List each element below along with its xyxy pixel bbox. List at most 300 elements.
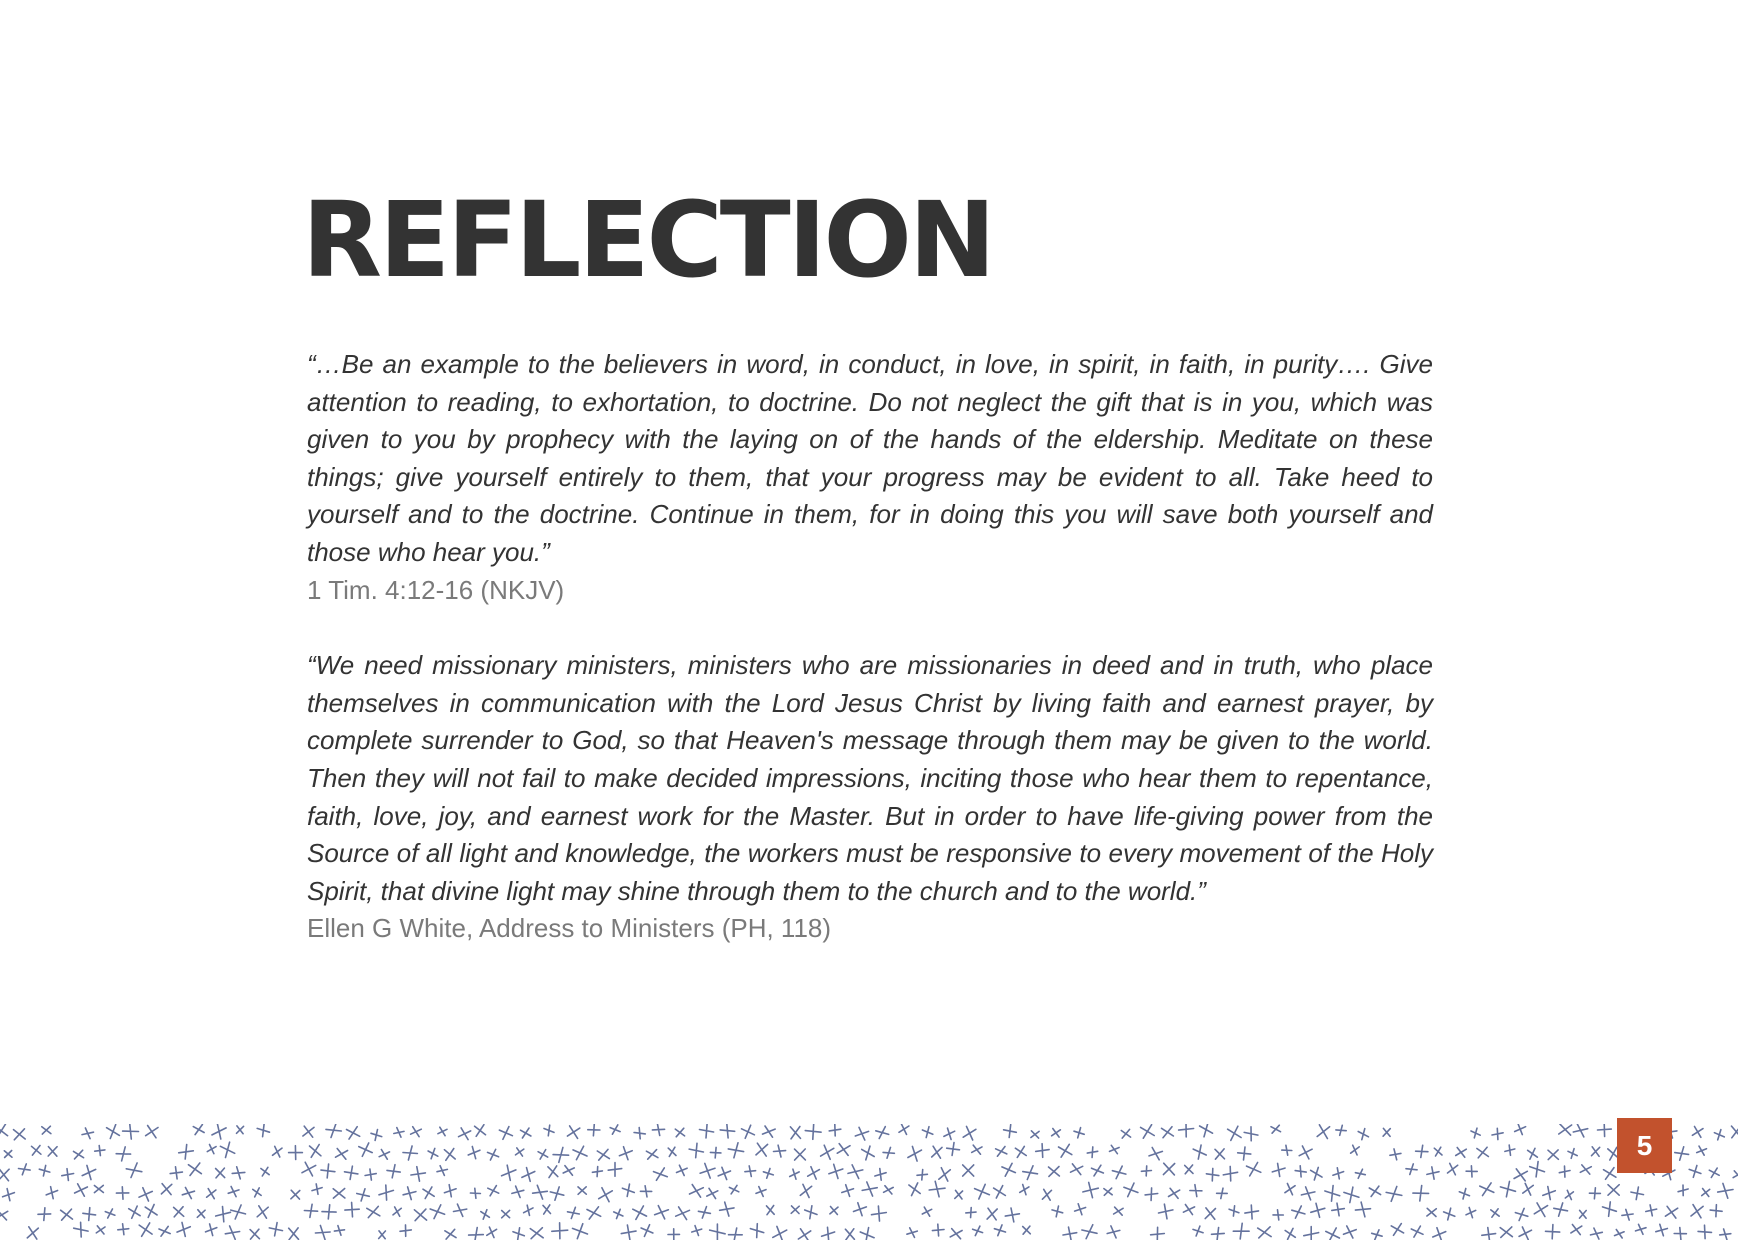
cross-mark-icon <box>216 1207 231 1222</box>
cross-mark-icon <box>1482 1228 1496 1240</box>
cross-mark-icon <box>1603 1202 1617 1216</box>
cross-mark-icon <box>1434 1147 1442 1156</box>
cross-mark-icon <box>973 1226 983 1236</box>
cross-mark-icon <box>763 1169 773 1179</box>
cross-mark-icon <box>1604 1168 1616 1180</box>
cross-mark-icon <box>1573 1124 1587 1137</box>
cross-mark-icon <box>1718 1183 1733 1198</box>
cross-mark-icon <box>884 1186 894 1194</box>
cross-mark-icon <box>1548 1150 1558 1160</box>
cross-mark-icon <box>1631 1187 1644 1200</box>
cross-mark-icon <box>909 1183 920 1196</box>
cross-mark-icon <box>253 1188 261 1197</box>
cross-mark-icon <box>790 1127 800 1139</box>
scripture-source: 1 Tim. 4:12-16 (NKJV) <box>307 574 565 605</box>
cross-mark-icon <box>1491 1209 1499 1217</box>
cross-mark-icon <box>94 1185 103 1192</box>
cross-mark-icon <box>207 1145 216 1154</box>
cross-mark-icon <box>1299 1146 1312 1159</box>
cross-mark-icon <box>1059 1144 1072 1157</box>
cross-mark-icon <box>707 1188 718 1198</box>
cross-mark-icon <box>1598 1124 1612 1137</box>
cross-mark-icon <box>216 1168 225 1178</box>
cross-mark-icon <box>129 1206 140 1218</box>
cross-mark-icon <box>763 1126 776 1137</box>
cross-mark-icon <box>126 1163 142 1178</box>
cross-mark-icon <box>1456 1148 1467 1158</box>
cross-mark-icon <box>1162 1127 1174 1138</box>
cross-mark-icon <box>710 1224 725 1240</box>
cross-mark-icon <box>291 1190 300 1199</box>
cross-mark-icon <box>1273 1210 1283 1220</box>
cross-mark-icon <box>4 1151 12 1158</box>
cross-mark-icon <box>359 1143 372 1156</box>
cross-mark-icon <box>668 1229 680 1240</box>
cross-mark-icon <box>139 1223 152 1236</box>
cross-mark-icon <box>698 1207 710 1219</box>
cross-mark-icon <box>1351 1145 1360 1155</box>
cross-mark-icon <box>27 1227 38 1239</box>
cross-mark-icon <box>550 1187 564 1200</box>
cross-mark-icon <box>1471 1128 1480 1138</box>
cross-mark-icon <box>513 1228 524 1240</box>
cross-mark-icon <box>1063 1227 1077 1240</box>
cross-mark-icon <box>862 1182 877 1196</box>
cross-mark-icon <box>1238 1147 1251 1160</box>
cross-mark-icon <box>1514 1169 1527 1181</box>
cross-mark-icon <box>1200 1124 1213 1137</box>
cross-mark-icon <box>334 1226 344 1236</box>
cross-mark-icon <box>1282 1145 1292 1155</box>
cross-mark-icon <box>1049 1167 1060 1177</box>
cross-mark-icon <box>1112 1166 1126 1179</box>
cross-mark-icon <box>634 1128 645 1139</box>
cross-mark-icon <box>19 1164 31 1175</box>
cross-mark-icon <box>876 1127 889 1139</box>
cross-mark-icon <box>1710 1205 1722 1217</box>
cross-mark-icon <box>1444 1208 1455 1220</box>
cross-mark-icon <box>95 1146 105 1156</box>
cross-mark-icon <box>729 1228 743 1240</box>
cross-mark-icon <box>250 1229 259 1239</box>
page-number-badge: 5 <box>1617 1118 1672 1173</box>
cross-mark-icon <box>481 1210 490 1220</box>
cross-mark-icon <box>228 1187 239 1197</box>
cross-mark-icon <box>1169 1188 1180 1198</box>
cross-mark-icon <box>1052 1206 1063 1217</box>
cross-mark-icon <box>955 1190 963 1199</box>
cross-mark-icon <box>1500 1227 1512 1238</box>
cross-mark-icon <box>1530 1162 1545 1177</box>
cross-mark-icon <box>994 1225 1005 1236</box>
cross-mark-icon <box>32 1146 41 1156</box>
cross-mark-icon <box>170 1167 182 1179</box>
cross-mark-icon <box>1692 1127 1703 1138</box>
cross-mark-icon <box>567 1126 579 1139</box>
cross-mark-icon <box>289 1146 303 1160</box>
cross-mark-icon <box>939 1168 951 1181</box>
cross-mark-icon <box>326 1124 341 1138</box>
cross-mark-icon <box>1245 1205 1259 1219</box>
cross-mark-icon <box>1636 1224 1647 1234</box>
cross-mark-icon <box>1114 1207 1124 1215</box>
cross-mark-icon <box>1515 1124 1526 1135</box>
cross-mark-icon <box>822 1227 835 1240</box>
cross-mark-icon <box>798 1229 810 1240</box>
cross-mark-icon <box>883 1147 894 1158</box>
cross-mark-icon <box>646 1150 658 1160</box>
cross-mark-icon <box>756 1143 768 1156</box>
cross-mark-icon <box>568 1207 580 1218</box>
cross-mark-icon <box>610 1125 620 1134</box>
cross-mark-icon <box>321 1164 335 1178</box>
cross-mark-icon <box>1466 1166 1477 1177</box>
cross-mark-icon <box>1229 1206 1239 1216</box>
cross-mark-icon <box>652 1124 664 1136</box>
cross-mark-icon <box>795 1149 806 1160</box>
cross-mark-icon <box>118 1224 129 1235</box>
cross-mark-icon <box>174 1207 184 1217</box>
cross-mark-icon <box>411 1167 426 1182</box>
cross-mark-icon <box>1042 1189 1051 1200</box>
cross-mark-icon <box>315 1226 330 1240</box>
cross-mark-icon <box>1247 1163 1261 1176</box>
cross-mark-icon <box>487 1227 497 1238</box>
cross-pattern-icon <box>0 1124 1738 1240</box>
cross-mark-icon <box>445 1229 456 1239</box>
cross-mark-icon <box>61 1209 73 1220</box>
cross-mark-icon <box>1020 1185 1029 1195</box>
cross-mark-icon <box>655 1206 669 1219</box>
cross-mark-icon <box>1206 1168 1218 1181</box>
cross-mark-icon <box>742 1125 755 1138</box>
cross-mark-icon <box>854 1203 867 1216</box>
cross-mark-icon <box>690 1185 704 1198</box>
cross-mark-icon <box>1317 1125 1329 1139</box>
cross-mark-icon <box>573 1224 588 1239</box>
cross-mark-icon <box>1500 1181 1515 1196</box>
cross-mark-icon <box>837 1144 850 1156</box>
cross-mark-icon <box>1344 1226 1357 1238</box>
cross-mark-icon <box>994 1186 1006 1198</box>
cross-mark-icon <box>403 1187 416 1200</box>
cross-mark-icon <box>1383 1128 1390 1136</box>
cross-mark-icon <box>553 1147 569 1162</box>
cross-mark-icon <box>563 1166 574 1176</box>
cross-mark-icon <box>622 1184 634 1196</box>
cross-mark-icon <box>1285 1228 1295 1239</box>
cross-mark-icon <box>633 1206 647 1219</box>
cross-mark-icon <box>1459 1189 1469 1200</box>
cross-mark-icon <box>39 1165 50 1176</box>
cross-mark-icon <box>929 1181 945 1197</box>
cross-mark-icon <box>488 1186 499 1196</box>
cross-mark-icon <box>1427 1208 1436 1216</box>
cross-mark-icon <box>379 1185 393 1200</box>
cross-mark-icon <box>1505 1145 1515 1155</box>
cross-mark-icon <box>96 1226 105 1234</box>
cross-mark-icon <box>729 1185 738 1194</box>
cross-mark-icon <box>1258 1227 1271 1238</box>
egw-source: Ellen G White, Address to Ministers (PH, 118) <box>307 913 832 944</box>
cross-mark-icon <box>237 1126 244 1134</box>
cross-mark-icon <box>207 1189 216 1199</box>
cross-mark-icon <box>640 1186 651 1197</box>
cross-mark-icon <box>303 1126 314 1137</box>
cross-mark-icon <box>808 1167 820 1179</box>
cross-mark-icon <box>1183 1205 1194 1215</box>
cross-mark-icon <box>38 1208 51 1221</box>
cross-mark-icon <box>1709 1168 1719 1177</box>
cross-mark-icon <box>1720 1229 1731 1240</box>
cross-mark-icon <box>745 1166 756 1177</box>
cross-mark-icon <box>975 1184 990 1199</box>
cross-mark-icon <box>1615 1230 1625 1239</box>
cross-mark-icon <box>692 1226 702 1236</box>
cross-mark-icon <box>193 1125 204 1135</box>
cross-mark-icon <box>411 1127 422 1137</box>
cross-mark-icon <box>907 1228 917 1238</box>
cross-mark-icon <box>107 1125 120 1139</box>
cross-mark-icon <box>578 1187 586 1195</box>
cross-mark-icon <box>1543 1187 1556 1200</box>
cross-mark-icon <box>177 1222 190 1236</box>
cross-mark-icon <box>502 1210 510 1217</box>
cross-mark-icon <box>1480 1183 1494 1196</box>
cross-mark-icon <box>1732 1126 1738 1138</box>
cross-mark-icon <box>1121 1129 1130 1138</box>
cross-mark-icon <box>1691 1205 1703 1218</box>
cross-mark-icon <box>273 1146 283 1157</box>
cross-mark-icon <box>1733 1171 1738 1179</box>
cross-mark-icon <box>1163 1163 1174 1175</box>
cross-mark-icon <box>614 1209 623 1218</box>
cross-mark-icon <box>1622 1209 1633 1220</box>
cross-mark-icon <box>1523 1183 1533 1195</box>
cross-mark-icon <box>1591 1228 1603 1239</box>
cross-mark-icon <box>1074 1128 1084 1138</box>
cross-mark-icon <box>1004 1125 1017 1138</box>
cross-mark-icon <box>0 1210 8 1220</box>
cross-mark-icon <box>530 1228 543 1239</box>
cross-mark-icon <box>1110 1145 1120 1153</box>
cross-mark-icon <box>1215 1149 1225 1159</box>
cross-mark-icon <box>720 1202 734 1216</box>
cross-mark-icon <box>1554 1203 1568 1216</box>
cross-mark-icon <box>750 1224 763 1238</box>
cross-mark-icon <box>773 1226 787 1240</box>
cross-mark-icon <box>206 1224 217 1236</box>
cross-mark-icon <box>0 1124 8 1138</box>
cross-mark-icon <box>347 1127 360 1139</box>
cross-mark-icon <box>1355 1202 1370 1217</box>
cross-mark-icon <box>599 1188 613 1202</box>
cross-mark-icon <box>379 1150 389 1160</box>
cross-mark-icon <box>1515 1208 1527 1220</box>
cross-mark-icon <box>917 1170 927 1180</box>
cross-mark-icon <box>791 1206 799 1214</box>
cross-mark-icon <box>394 1128 404 1138</box>
cross-mark-icon <box>74 1150 84 1159</box>
cross-mark-icon <box>950 1229 962 1239</box>
cross-mark-icon <box>1714 1130 1724 1140</box>
cross-mark-icon <box>475 1125 486 1137</box>
cross-mark-icon <box>82 1165 96 1179</box>
cross-mark-icon <box>357 1189 370 1201</box>
cross-mark-icon <box>720 1124 735 1138</box>
cross-mark-icon <box>182 1187 194 1198</box>
cross-mark-icon <box>1244 1127 1258 1141</box>
cross-mark-icon <box>848 1165 863 1179</box>
cross-mark-icon <box>1193 1226 1203 1236</box>
cross-mark-icon <box>1697 1146 1707 1155</box>
cross-mark-icon <box>1592 1147 1600 1157</box>
cross-mark-icon <box>1271 1125 1281 1133</box>
cross-mark-icon <box>862 1146 875 1160</box>
cross-mark-icon <box>1124 1183 1138 1197</box>
cross-mark-icon <box>621 1225 636 1240</box>
cross-mark-icon <box>1002 1163 1016 1176</box>
cross-mark-icon <box>336 1149 348 1160</box>
cross-mark-icon <box>123 1124 139 1139</box>
cross-mark-icon <box>767 1206 775 1215</box>
cross-mark-icon <box>3 1189 15 1201</box>
cross-mark-icon <box>269 1223 282 1236</box>
cross-mark-icon <box>470 1188 480 1198</box>
cross-mark-icon <box>1332 1203 1345 1216</box>
cross-mark-icon <box>588 1124 600 1136</box>
cross-mark-icon <box>499 1127 512 1140</box>
cross-mark-icon <box>371 1130 382 1141</box>
cross-mark-icon <box>805 1206 817 1219</box>
cross-mark-icon <box>829 1124 841 1136</box>
cross-mark-icon <box>197 1210 205 1218</box>
cross-mark-icon <box>1416 1145 1428 1157</box>
cross-mark-icon <box>367 1206 380 1217</box>
cross-mark-icon <box>502 1165 516 1180</box>
page-title: REFLECTION <box>302 179 993 301</box>
cross-mark-icon <box>963 1165 974 1176</box>
cross-mark-icon <box>932 1224 944 1236</box>
cross-mark-icon <box>1304 1227 1319 1240</box>
cross-mark-icon <box>438 1127 447 1136</box>
cross-mark-icon <box>987 1208 997 1220</box>
cross-mark-icon <box>116 1187 128 1199</box>
cross-mark-icon <box>1386 1187 1402 1202</box>
cross-mark-icon <box>1646 1205 1657 1216</box>
cross-mark-icon <box>966 1208 976 1218</box>
cross-mark-icon <box>1413 1186 1429 1202</box>
cross-mark-icon <box>710 1147 721 1158</box>
cross-mark-icon <box>608 1163 622 1177</box>
cross-mark-icon <box>1546 1225 1560 1239</box>
cross-mark-icon <box>597 1149 609 1160</box>
cross-mark-icon <box>1559 1124 1572 1135</box>
cross-mark-icon <box>469 1228 484 1240</box>
cross-mark-icon <box>860 1228 874 1240</box>
cross-mark-icon <box>1015 1146 1026 1157</box>
cross-mark-icon <box>1092 1165 1104 1176</box>
cross-mark-icon <box>592 1167 602 1177</box>
cross-mark-icon <box>400 1225 411 1236</box>
cross-mark-icon <box>1358 1129 1368 1140</box>
cross-mark-icon <box>1589 1188 1600 1199</box>
cross-mark-icon <box>46 1187 57 1199</box>
cross-mark-icon <box>1295 1166 1306 1177</box>
cross-mark-icon <box>1228 1126 1242 1140</box>
cross-mark-icon <box>756 1187 766 1197</box>
cross-mark-icon <box>1311 1203 1325 1217</box>
cross-mark-icon <box>899 1124 909 1134</box>
cross-mark-icon <box>1571 1225 1582 1235</box>
cross-mark-icon <box>1223 1166 1237 1181</box>
cross-mark-icon <box>179 1145 194 1160</box>
cross-mark-icon <box>1534 1203 1547 1217</box>
cross-mark-icon <box>379 1231 386 1239</box>
cross-mark-icon <box>403 1146 417 1160</box>
cross-mark-icon <box>932 1146 942 1158</box>
cross-mark-icon <box>444 1185 456 1197</box>
cross-mark-icon <box>947 1143 960 1156</box>
cross-mark-icon <box>1369 1186 1380 1196</box>
cross-mark-icon <box>1087 1147 1097 1158</box>
cross-mark-icon <box>1104 1188 1112 1195</box>
cross-mark-icon <box>1477 1147 1489 1158</box>
cross-mark-icon <box>304 1204 317 1217</box>
cross-mark-icon <box>257 1206 268 1218</box>
cross-mark-icon <box>548 1166 558 1178</box>
cross-mark-icon <box>1689 1166 1701 1178</box>
cross-mark-icon <box>1179 1124 1194 1137</box>
cross-mark-icon <box>82 1128 94 1139</box>
cross-mark-icon <box>1285 1184 1295 1195</box>
cross-mark-icon <box>1272 1163 1285 1176</box>
cross-mark-icon <box>524 1205 533 1215</box>
cross-mark-icon <box>345 1166 358 1179</box>
cross-mark-icon <box>1580 1210 1587 1218</box>
cross-mark-icon <box>522 1168 535 1182</box>
cross-mark-icon <box>619 1147 632 1160</box>
cross-mark-icon <box>676 1207 690 1220</box>
cross-mark-icon <box>333 1189 345 1199</box>
cross-mark-icon <box>1656 1224 1668 1236</box>
cross-mark-icon <box>922 1207 931 1216</box>
cross-mark-icon <box>1355 1169 1365 1178</box>
scripture-quote: “…Be an example to the believers in word, in conduct, in love, in spirit, in faith, in purity…. Give attention to reading, to exhortation, to doctrine. Do not neglect the gift that is in you, which was given to you by prophecy with the laying on of the hands of the eldership. Meditate on these things; give yourself entirely to them, that your progress may be evident to all. Take heed to yourself and to the doctrine. Continue in them, for in doing this you will save both yourself and those who hear you.” <box>307 349 1433 567</box>
cross-mark-icon <box>289 1228 299 1240</box>
cross-mark-icon <box>790 1169 800 1179</box>
cross-mark-icon <box>261 1167 269 1176</box>
cross-mark-icon <box>1031 1131 1039 1138</box>
cross-mark-icon <box>322 1205 336 1219</box>
cross-mark-icon <box>145 1205 157 1218</box>
cross-mark-icon <box>159 1226 170 1236</box>
cross-mark-icon <box>1702 1189 1710 1197</box>
paragraph-spacer <box>307 609 1433 647</box>
cross-mark-icon <box>1674 1228 1686 1240</box>
cross-mark-icon <box>1519 1227 1531 1240</box>
cross-mark-icon <box>855 1127 868 1140</box>
cross-mark-icon <box>700 1163 715 1178</box>
cross-mark-icon <box>972 1145 982 1154</box>
cross-mark-icon <box>312 1184 322 1194</box>
cross-mark-icon <box>146 1126 158 1138</box>
cross-mark-icon <box>1678 1185 1688 1196</box>
cross-mark-icon <box>1326 1228 1340 1240</box>
cross-mark-icon <box>872 1206 887 1221</box>
cross-mark-icon <box>188 1163 201 1176</box>
cross-mark-icon <box>220 1142 234 1157</box>
